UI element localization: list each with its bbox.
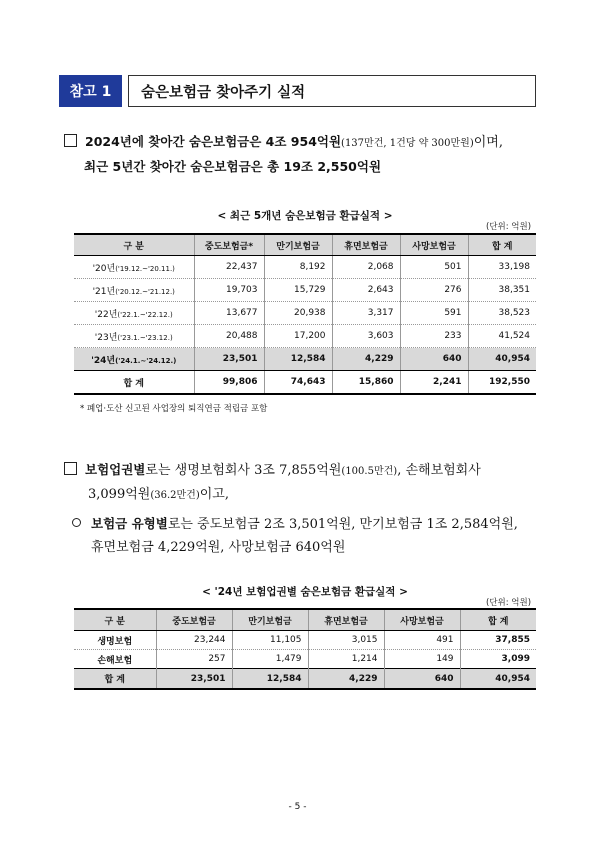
reference-tag: 참고 1 — [59, 75, 122, 107]
col-header: 합 계 — [468, 234, 536, 256]
cell: 23,501 — [156, 669, 232, 690]
cell: 40,954 — [468, 348, 536, 371]
cell: 192,550 — [468, 371, 536, 395]
table1-title: < 최근 5개년 숨은보험금 환급실적 > — [217, 210, 393, 222]
cell: 3,099 — [460, 650, 536, 669]
table-header-row — [74, 234, 536, 256]
row-label: '20년('19.12.~'20.11.) — [74, 256, 194, 279]
cell: 4,229 — [308, 669, 384, 690]
cell: 233 — [400, 325, 468, 348]
cell: 276 — [400, 279, 468, 302]
cell: 3,317 — [332, 302, 400, 325]
table-row-highlight — [74, 348, 536, 371]
cell: 33,198 — [468, 256, 536, 279]
row-label: '23년('23.1.~'23.12.) — [74, 325, 194, 348]
col-header: 휴면보험금 — [332, 234, 400, 256]
table1-footnote: * 폐업·도산 신고된 사업장의 퇴직연금 적립금 포함 — [80, 404, 268, 414]
square-bullet-icon — [64, 462, 77, 475]
col-header: 만기보험금 — [264, 234, 332, 256]
cell: 15,729 — [264, 279, 332, 302]
circle-bullet-icon — [72, 518, 81, 527]
cell: 12,584 — [232, 669, 308, 690]
cell: 1,479 — [232, 650, 308, 669]
cell: 2,068 — [332, 256, 400, 279]
cell: 12,584 — [264, 348, 332, 371]
row-label: '24년('24.1.~'24.12.) — [74, 348, 194, 371]
section-title: 숨은보험금 찾아주기 실적 — [128, 75, 536, 107]
cell: 3,603 — [332, 325, 400, 348]
table-header-row — [74, 609, 536, 631]
col-header: 만기보험금 — [232, 609, 308, 631]
row-label: '22년('22.1.~'22.12.) — [74, 302, 194, 325]
cell: 20,938 — [264, 302, 332, 325]
row-label: 합 계 — [74, 669, 156, 690]
table-row — [74, 650, 536, 669]
cell: 40,954 — [460, 669, 536, 690]
cell: 257 — [156, 650, 232, 669]
col-header: 구 분 — [74, 609, 156, 631]
table-row — [74, 325, 536, 348]
col-header: 휴면보험금 — [308, 609, 384, 631]
row-label: 합 계 — [74, 371, 194, 395]
sector-paragraph: 보험업권별로는 생명보험회사 3조 7,855억원(100.5만건), 손해보험회사 3,099억원(36.2만건)이고, — [64, 458, 554, 507]
cell: 591 — [400, 302, 468, 325]
cell: 23,501 — [194, 348, 264, 371]
summary-paragraph: 2024년에 찾아간 숨은보험금은 4조 954억원(137만건, 1건당 약 300만원)이며, 최근 5년간 찾아간 숨은보험금은 총 19조 2,550억원 — [64, 130, 554, 179]
col-header: 합 계 — [460, 609, 536, 631]
cell: 13,677 — [194, 302, 264, 325]
cell: 99,806 — [194, 371, 264, 395]
table-row — [74, 302, 536, 325]
square-bullet-icon — [64, 134, 77, 147]
cell: 38,351 — [468, 279, 536, 302]
cell: 19,703 — [194, 279, 264, 302]
cell: 1,214 — [308, 650, 384, 669]
col-header: 중도보험금* — [194, 234, 264, 256]
cell: 2,643 — [332, 279, 400, 302]
table2-unit: (단위: 억원) — [486, 598, 532, 608]
row-label: '21년('20.12.~'21.12.) — [74, 279, 194, 302]
cell: 4,229 — [332, 348, 400, 371]
page-number: - 5 - — [288, 802, 307, 812]
cell: 640 — [400, 348, 468, 371]
col-header: 중도보험금 — [156, 609, 232, 631]
cell: 37,855 — [460, 631, 536, 650]
row-label: 손해보험 — [74, 650, 156, 669]
cell: 15,860 — [332, 371, 400, 395]
cell: 23,244 — [156, 631, 232, 650]
col-header: 구 분 — [74, 234, 194, 256]
table1-unit: (단위: 억원) — [486, 222, 532, 232]
cell: 17,200 — [264, 325, 332, 348]
cell: 74,643 — [264, 371, 332, 395]
col-header: 사망보험금 — [400, 234, 468, 256]
cell: 20,488 — [194, 325, 264, 348]
table2-title: < '24년 보험업권별 숨은보험금 환급실적 > — [202, 586, 408, 598]
cell: 149 — [384, 650, 460, 669]
table-row — [74, 279, 536, 302]
cell: 501 — [400, 256, 468, 279]
table-row — [74, 631, 536, 650]
cell: 41,524 — [468, 325, 536, 348]
type-paragraph: 보험금 유형별로는 중도보험금 2조 3,501억원, 만기보험금 1조 2,584억원, 휴면보험금 4,229억원, 사망보험금 640억원 — [72, 512, 552, 559]
cell: 3,015 — [308, 631, 384, 650]
row-label: 생명보험 — [74, 631, 156, 650]
cell: 22,437 — [194, 256, 264, 279]
cell: 2,241 — [400, 371, 468, 395]
table-row — [74, 256, 536, 279]
cell: 11,105 — [232, 631, 308, 650]
table-total-row — [74, 371, 536, 395]
cell: 38,523 — [468, 302, 536, 325]
cell: 640 — [384, 669, 460, 690]
recent-five-year-table — [74, 233, 536, 395]
section-header — [59, 75, 536, 107]
cell: 491 — [384, 631, 460, 650]
col-header: 사망보험금 — [384, 609, 460, 631]
sector-table — [74, 608, 536, 690]
cell: 8,192 — [264, 256, 332, 279]
table-total-row — [74, 669, 536, 690]
